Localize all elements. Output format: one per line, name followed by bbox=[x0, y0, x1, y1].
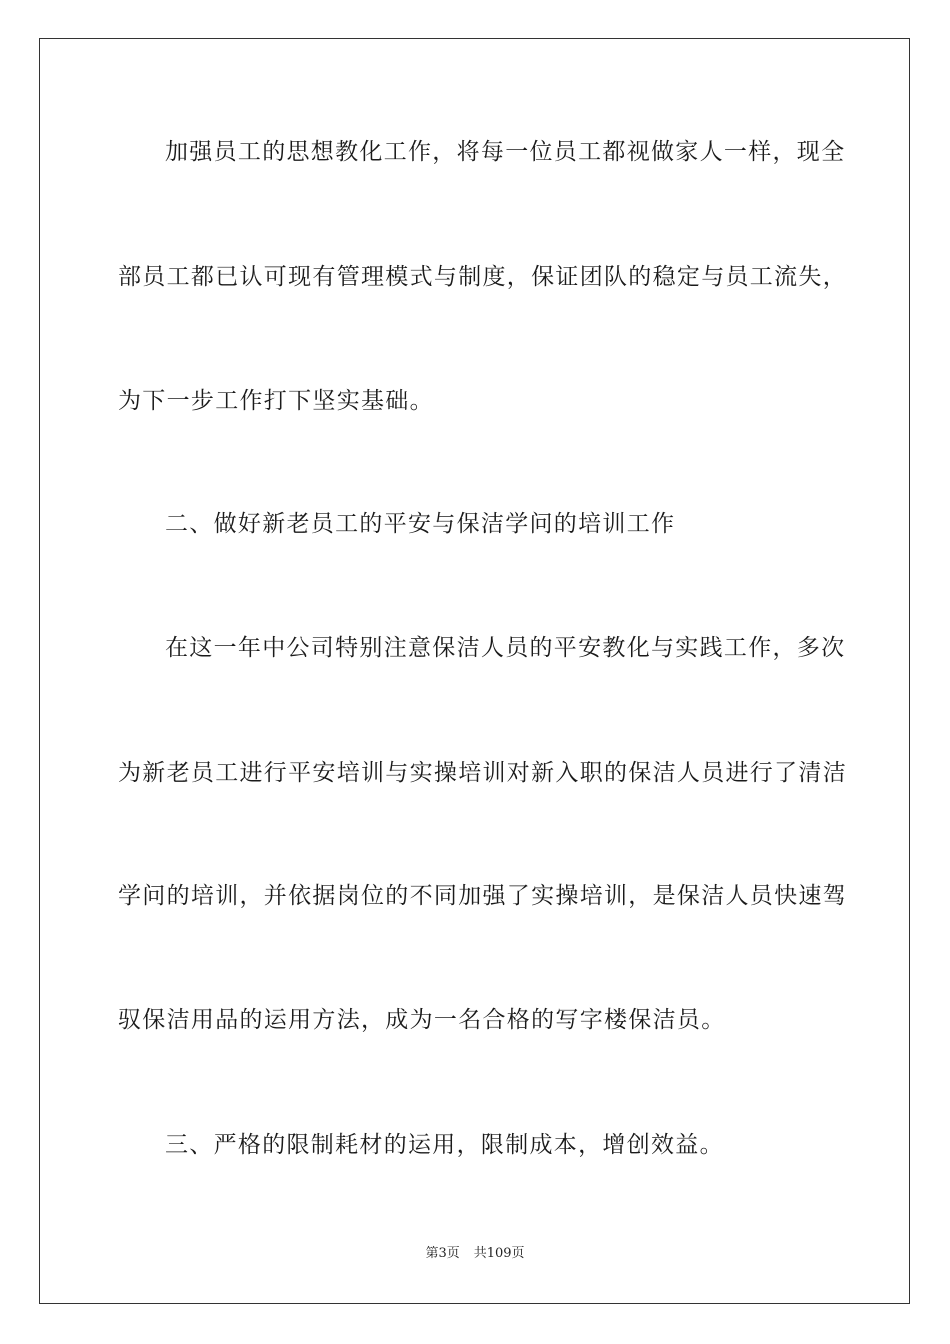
section-heading: 二、做好新老员工的平安与保洁学问的培训工作 bbox=[165, 511, 676, 537]
total-pages: 共109页 bbox=[473, 1246, 525, 1261]
paragraph-line: 为新老员工进行平安培训与实操培训对新入职的保洁人员进行了清洁 bbox=[118, 760, 847, 786]
paragraph-line: 驭保洁用品的运用方法，成为一名合格的写字楼保洁员。 bbox=[118, 1007, 726, 1033]
page-footer bbox=[0, 1246, 950, 1262]
page-border bbox=[39, 38, 910, 1304]
paragraph-line: 为下一步工作打下坚实基础。 bbox=[118, 388, 434, 414]
paragraph-line: 学问的培训，并依据岗位的不同加强了实操培训，是保洁人员快速驾 bbox=[118, 883, 847, 909]
section-heading: 三、严格的限制耗材的运用，限制成本，增创效益。 bbox=[165, 1132, 724, 1158]
page-number: 第3页 bbox=[425, 1246, 460, 1261]
paragraph-line: 在这一年中公司特别注意保洁人员的平安教化与实践工作，多次 bbox=[165, 635, 846, 661]
paragraph-line: 部员工都已认可现有管理模式与制度，保证团队的稳定与员工流失， bbox=[118, 264, 847, 290]
paragraph-line: 加强员工的思想教化工作，将每一位员工都视做家人一样，现全 bbox=[165, 139, 846, 165]
